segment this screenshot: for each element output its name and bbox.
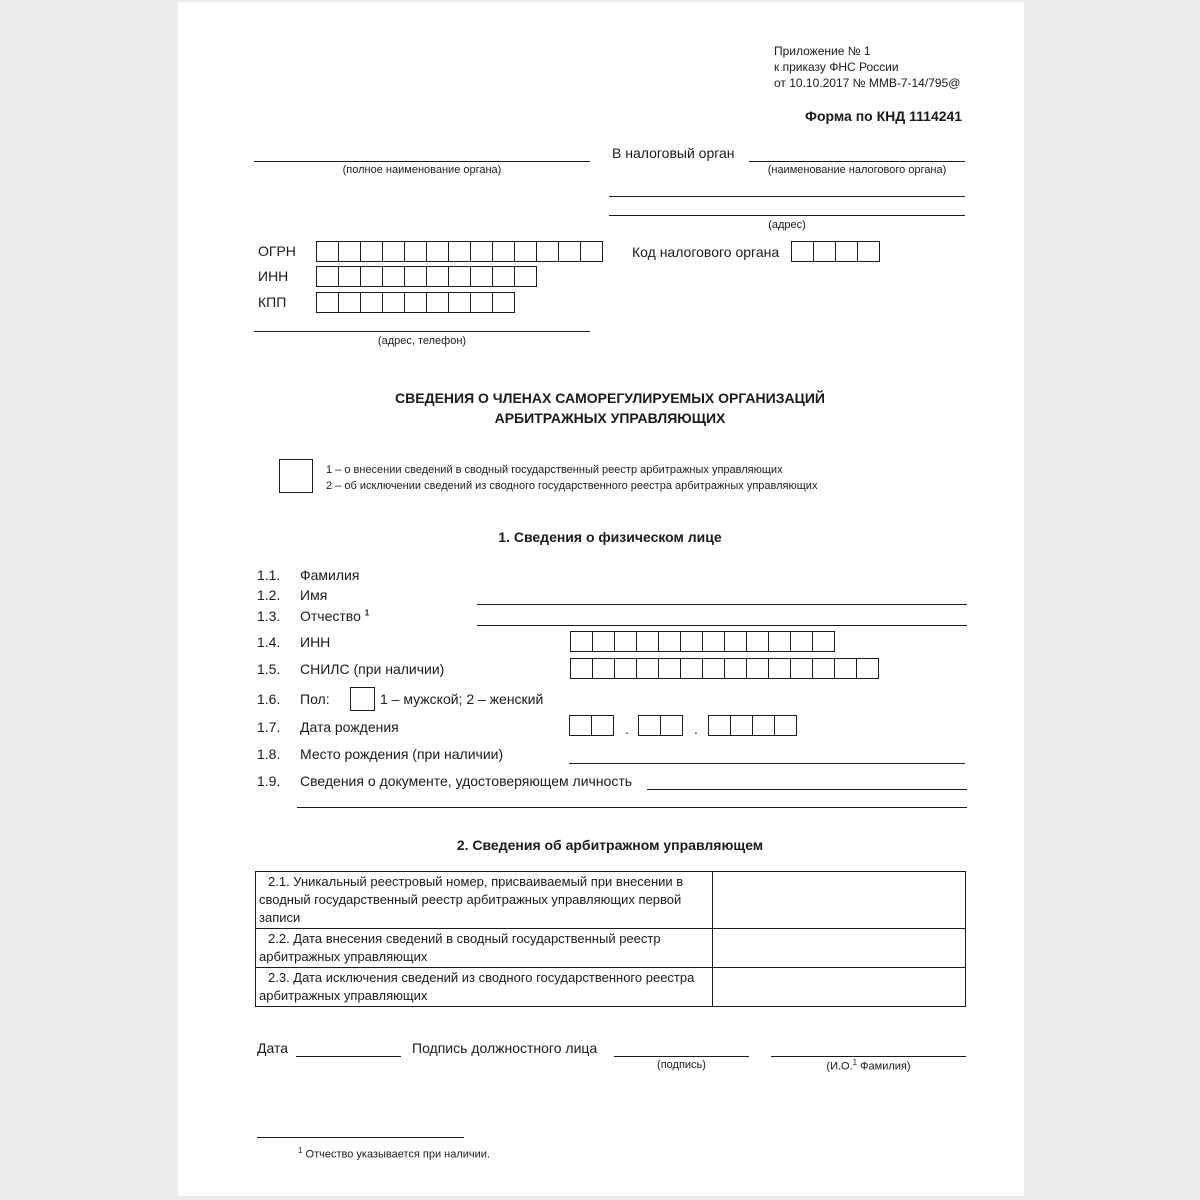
official-signature-label: Подпись должностного лица — [412, 1040, 598, 1056]
char-cell[interactable] — [338, 292, 361, 313]
snils-label: СНИЛС (при наличии) — [300, 661, 445, 677]
char-cell[interactable] — [492, 241, 515, 262]
char-cell[interactable] — [492, 292, 515, 313]
row-1-1-num: 1.1. — [257, 567, 281, 583]
char-cell[interactable] — [514, 241, 537, 262]
inn-label: ИНН — [258, 268, 289, 284]
char-cell[interactable] — [658, 658, 681, 679]
exclusion-date-value[interactable] — [713, 968, 966, 1007]
registry-number-label: 2.1. Уникальный реестровый номер, присваиваемый при внесении в сводный государственный реестр арбитражных управляющих первой записи — [256, 872, 713, 929]
char-cell[interactable] — [316, 292, 339, 313]
char-cell[interactable] — [592, 658, 615, 679]
tax-address-caption: (адрес) — [768, 219, 806, 231]
char-cell[interactable] — [658, 631, 681, 652]
gender-label: Пол: — [300, 691, 330, 707]
official-name-footnote-mark: 1 — [852, 1058, 858, 1067]
char-cell[interactable] — [570, 658, 593, 679]
char-cell[interactable] — [835, 241, 858, 262]
kpp-cells[interactable] — [316, 292, 515, 313]
char-cell[interactable] — [724, 658, 747, 679]
name-line-2[interactable] — [477, 625, 967, 626]
official-name-line[interactable] — [771, 1056, 966, 1057]
tax-authority-name-caption: (наименование налогового органа) — [767, 164, 947, 176]
report-type-options — [326, 462, 817, 494]
row-1-3-num: 1.3. — [257, 608, 281, 624]
char-cell[interactable] — [316, 241, 339, 262]
char-cell[interactable] — [746, 631, 769, 652]
form-title-line-2: АРБИТРАЖНЫХ УПРАВЛЯЮЩИХ — [494, 410, 726, 426]
char-cell[interactable] — [448, 241, 471, 262]
report-type-option-2: 2 – об исключении сведений из сводного государственного реестра арбитражных управляющих — [326, 480, 818, 492]
row-1-9-num: 1.9. — [257, 773, 281, 789]
char-cell[interactable] — [834, 658, 857, 679]
char-cell[interactable] — [570, 631, 593, 652]
footnote — [298, 1146, 490, 1161]
char-cell[interactable] — [360, 266, 383, 287]
char-cell[interactable] — [708, 715, 731, 736]
char-cell[interactable] — [768, 658, 791, 679]
inn-cells[interactable] — [316, 266, 537, 287]
arbitration-manager-table — [255, 871, 966, 1007]
char-cell[interactable] — [636, 658, 659, 679]
char-cell[interactable] — [614, 658, 637, 679]
char-cell[interactable] — [680, 631, 703, 652]
char-cell[interactable] — [360, 292, 383, 313]
inclusion-date-value[interactable] — [713, 929, 966, 968]
char-cell[interactable] — [724, 631, 747, 652]
char-cell[interactable] — [856, 658, 879, 679]
char-cell[interactable] — [426, 241, 449, 262]
patronymic-label — [300, 608, 369, 624]
surname-label: Фамилия — [300, 567, 360, 583]
char-cell[interactable] — [569, 715, 592, 736]
id-document-line-2[interactable] — [297, 807, 967, 808]
char-cell[interactable] — [857, 241, 880, 262]
char-cell[interactable] — [448, 266, 471, 287]
date-line[interactable] — [296, 1056, 401, 1057]
tax-code-cells[interactable] — [791, 241, 880, 262]
signature-caption: (подпись) — [657, 1059, 706, 1071]
char-cell[interactable] — [338, 266, 361, 287]
report-type-box[interactable] — [279, 459, 313, 493]
person-inn-label: ИНН — [300, 634, 331, 650]
char-cell[interactable] — [426, 292, 449, 313]
gender-hint: 1 – мужской; 2 – женский — [380, 691, 544, 707]
patronymic-text: Отчество — [300, 608, 361, 624]
birth-day-cells[interactable] — [569, 715, 614, 736]
char-cell[interactable] — [580, 241, 603, 262]
char-cell[interactable] — [470, 266, 493, 287]
patronymic-footnote-mark: 1 — [364, 608, 370, 618]
appendix-line-2: к приказу ФНС России — [774, 60, 899, 74]
row-1-8-num: 1.8. — [257, 746, 281, 762]
char-cell[interactable] — [768, 631, 791, 652]
char-cell[interactable] — [812, 631, 835, 652]
row-1-5-num: 1.5. — [257, 661, 281, 677]
char-cell[interactable] — [702, 658, 725, 679]
tax-address-line-1[interactable] — [609, 196, 965, 197]
ogrn-label: ОГРН — [258, 243, 296, 259]
char-cell[interactable] — [536, 241, 559, 262]
char-cell[interactable] — [746, 658, 769, 679]
appendix-line-3: от 10.10.2017 № ММВ-7-14/795@ — [774, 76, 961, 90]
char-cell[interactable] — [404, 241, 427, 262]
gender-box[interactable] — [350, 687, 375, 711]
char-cell[interactable] — [680, 658, 703, 679]
signature-line[interactable] — [614, 1056, 749, 1057]
char-cell[interactable] — [813, 241, 836, 262]
footnote-separator — [257, 1137, 464, 1138]
char-cell[interactable] — [492, 266, 515, 287]
appendix-block — [774, 43, 960, 91]
official-name-caption — [771, 1058, 966, 1073]
char-cell[interactable] — [812, 658, 835, 679]
char-cell[interactable] — [636, 631, 659, 652]
registry-number-value[interactable] — [713, 872, 966, 929]
snils-cells[interactable] — [570, 658, 879, 679]
row-1-6-num: 1.6. — [257, 691, 281, 707]
section-2-heading: 2. Сведения об арбитражном управляющем — [456, 837, 764, 853]
ogrn-cells[interactable] — [316, 241, 603, 262]
date-label: Дата — [257, 1040, 289, 1056]
row-1-4-num: 1.4. — [257, 634, 281, 650]
char-cell[interactable] — [448, 292, 471, 313]
first-name-label: Имя — [300, 587, 328, 603]
char-cell[interactable] — [790, 658, 813, 679]
to-tax-authority-label: В налоговый орган — [612, 145, 735, 161]
char-cell[interactable] — [404, 266, 427, 287]
char-cell[interactable] — [791, 241, 814, 262]
birth-year-cells[interactable] — [708, 715, 797, 736]
birth-month-cells[interactable] — [638, 715, 683, 736]
tax-authority-name-line[interactable] — [749, 161, 965, 162]
date-separator-1: . — [625, 721, 629, 737]
char-cell[interactable] — [470, 241, 493, 262]
birth-date-label: Дата рождения — [300, 719, 399, 735]
org-name-caption: (полное наименование органа) — [342, 164, 502, 176]
char-cell[interactable] — [360, 241, 383, 262]
char-cell[interactable] — [638, 715, 661, 736]
exclusion-date-label: 2.3. Дата исключения сведений из сводного государственного реестра арбитражных управляющих — [256, 968, 713, 1007]
footnote-text: Отчество указывается при наличии. — [302, 1148, 491, 1161]
char-cell[interactable] — [660, 715, 683, 736]
row-1-7-num: 1.7. — [257, 719, 281, 735]
char-cell[interactable] — [382, 292, 405, 313]
birth-place-label: Место рождения (при наличии) — [300, 746, 504, 762]
appendix-line-1: Приложение № 1 — [774, 44, 871, 58]
char-cell[interactable] — [338, 241, 361, 262]
table-row — [256, 872, 966, 929]
name-line-1[interactable] — [477, 604, 967, 605]
char-cell[interactable] — [558, 241, 581, 262]
kpp-label: КПП — [258, 294, 287, 310]
id-document-line-1[interactable] — [647, 789, 967, 790]
official-name-caption-suffix: Фамилия) — [857, 1060, 911, 1073]
char-cell[interactable] — [382, 266, 405, 287]
row-1-2-num: 1.2. — [257, 587, 281, 603]
birth-place-line[interactable] — [569, 763, 965, 764]
char-cell[interactable] — [514, 266, 537, 287]
char-cell[interactable] — [702, 631, 725, 652]
address-phone-caption: (адрес, телефон) — [377, 335, 467, 347]
char-cell[interactable] — [470, 292, 493, 313]
form-code: Форма по КНД 1114241 — [805, 108, 963, 124]
char-cell[interactable] — [730, 715, 753, 736]
char-cell[interactable] — [614, 631, 637, 652]
official-name-caption-prefix: (И.О. — [826, 1060, 853, 1073]
table-row — [256, 929, 966, 968]
org-name-line[interactable] — [254, 161, 590, 162]
char-cell[interactable] — [382, 241, 405, 262]
id-document-label: Сведения о документе, удостоверяющем личность — [300, 773, 633, 789]
report-type-option-1: 1 – о внесении сведений в сводный государственный реестр арбитражных управляющих — [326, 464, 783, 476]
address-phone-line[interactable] — [254, 331, 590, 332]
char-cell[interactable] — [591, 715, 614, 736]
tax-address-line-2[interactable] — [609, 215, 965, 216]
table-row — [256, 968, 966, 1007]
inclusion-date-label: 2.2. Дата внесения сведений в сводный государственный реестр арбитражных управляющих — [256, 929, 713, 968]
footnote-mark: 1 — [298, 1146, 303, 1155]
date-separator-2: . — [694, 721, 698, 737]
char-cell[interactable] — [592, 631, 615, 652]
char-cell[interactable] — [774, 715, 797, 736]
char-cell[interactable] — [316, 266, 339, 287]
char-cell[interactable] — [404, 292, 427, 313]
form-title-line-1: СВЕДЕНИЯ О ЧЛЕНАХ САМОРЕГУЛИРУЕМЫХ ОРГАНИЗАЦИЙ — [395, 390, 825, 406]
char-cell[interactable] — [752, 715, 775, 736]
char-cell[interactable] — [426, 266, 449, 287]
char-cell[interactable] — [790, 631, 813, 652]
section-1-heading: 1. Сведения о физическом лице — [498, 529, 722, 545]
person-inn-cells[interactable] — [570, 631, 835, 652]
form-title — [178, 388, 1042, 428]
tax-code-label: Код налогового органа — [632, 244, 780, 260]
